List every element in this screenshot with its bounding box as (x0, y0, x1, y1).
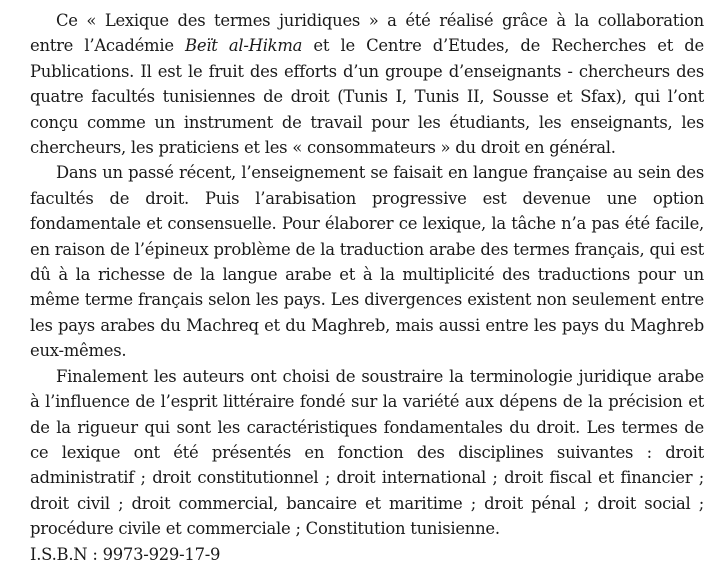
paragraph-history: Dans un passé récent, l’enseignement se faisait en langue française au sein des facultés de droit. Puis l’arabisation progressive est devenue une option fondamentale et consensuelle. Pour élaborer ce lexique, la tâche n’a pas été facile, en raison de l’épineux problème de la traduction arabe des termes français, qui est dû à la richesse de la langue arabe et à la multiplicité des traductions pour un même terme français selon les pays. Les divergences existent non seulement entre les pays arabes du Machreq et du Maghreb, mais aussi entre les pays du Maghreb eux-mêmes. (30, 163, 704, 361)
paragraph-intro (30, 8, 704, 160)
paragraph-intro-text-end: et le Centre d’Etudes, de Recherches et de Publications. Il est le fruit des efforts d’un groupe d’enseignants - chercheurs des quatre facultés tunisiennes de droit (Tunis I, Tunis II, Sousse et Sfax), qui l’ont conçu comme un instrument de travail pour les étudiants, les enseignants, les chercheurs, les praticiens et les « consommateurs » du droit en général. (30, 36, 704, 158)
paragraph-method: Finalement les auteurs ont choisi de soustraire la terminologie juridique arabe à l’influence de l’esprit littéraire fondé sur la variété aux dépens de la précision et de la rigueur qui sont les caractéristiques fondamentales du droit. Les termes de ce lexique ont été présentés en fonction des disciplines suivantes : droit administratif ; droit constitutionnel ; droit international ; droit fiscal et financier ; droit civil ; droit commercial, bancaire et maritime ; droit pénal ; droit social ; procédure civile et commerciale ; Constitution tunisienne. (30, 366, 704, 539)
paragraph-intro-text-start: Ce « Lexique des termes juridiques » a été réalisé grâce à la collaboration entre l’Académie (30, 11, 704, 56)
institution-name-italic: Beït al-Hikma (185, 36, 303, 56)
isbn-line: I.S.B.N : 9973-929-17-9 (30, 544, 221, 564)
document-page (30, 8, 704, 567)
